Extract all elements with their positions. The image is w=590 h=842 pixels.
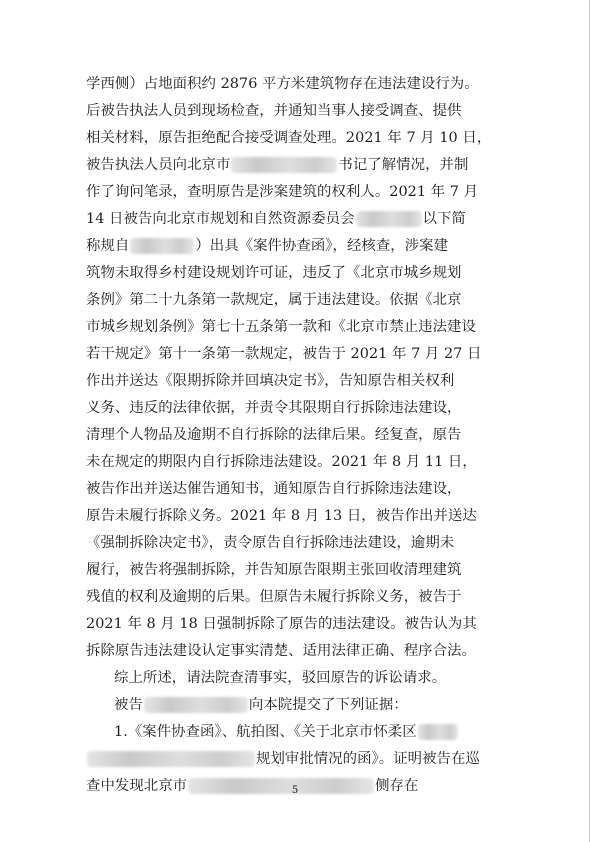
text-segment: 履行，被告将强制拆除，并告知原告限期主张回收清理建筑 — [86, 562, 462, 578]
text-segment: 作出并送达《限期拆除并回填决定书》，告知原告相关权利 — [86, 373, 455, 389]
text-line — [114, 693, 408, 717]
text-line — [86, 315, 476, 339]
text-segment: 称规自 — [86, 238, 130, 254]
text-line — [86, 234, 448, 258]
text-line — [86, 450, 477, 474]
text-line — [86, 342, 481, 366]
text-segment: 1.《案件协查函》、航拍图、《关于北京市怀柔区 — [114, 724, 417, 740]
text-line — [86, 558, 461, 582]
redacted-region — [231, 157, 337, 173]
text-segment: 规划审批情况的函》。证明被告在巡 — [256, 751, 480, 767]
text-line — [86, 396, 461, 420]
text-segment: 被告作出并送达催告通知书，通知原告自行拆除违法建设， — [86, 481, 462, 497]
text-segment: 2021 年 8 月 18 日强制拆除了原告的违法建设。被告认为其 — [86, 616, 477, 632]
text-line — [86, 261, 461, 285]
text-segment: 书记了解情况，并制 — [338, 157, 469, 173]
redacted-region — [356, 211, 422, 227]
text-line — [86, 72, 479, 96]
text-segment: 市城乡规划条例》第七十五条第一款和《北京市禁止违法建设 — [86, 319, 476, 335]
text-line — [86, 99, 461, 123]
text-line — [86, 747, 480, 771]
text-line — [114, 666, 446, 690]
text-line — [114, 720, 459, 744]
text-segment: ）出具《案件协查函》，经核查，涉案建 — [195, 238, 449, 254]
text-line — [86, 477, 461, 501]
text-segment: 残值的权利及逾期的后果。但原告未履行拆除义务，被告于 — [86, 589, 462, 605]
text-line — [86, 126, 491, 150]
text-line — [86, 612, 477, 636]
page-number: 5 — [291, 785, 299, 796]
text-segment: 原告未履行拆除义务。2021 年 8 月 13 日，被告作出并送达 — [86, 508, 477, 524]
text-line — [86, 531, 454, 555]
text-line — [86, 639, 476, 663]
text-segment: 查中发现北京市 — [86, 778, 188, 794]
text-segment: 拆除原告违法建设认定事实清楚、适用法律正确、程序合法。 — [86, 643, 476, 659]
text-line — [86, 180, 478, 204]
text-segment: 作了询问笔录，查明原告是涉案建筑的权利人。2021 年 7 月 — [86, 184, 479, 200]
redacted-region — [130, 238, 194, 254]
text-line — [86, 288, 461, 312]
text-segment: 被告 — [114, 697, 143, 713]
text-segment: 以下简 — [422, 211, 466, 227]
redacted-region — [87, 751, 255, 767]
text-segment: 《强制拆除决定书》，责令原告自行拆除违法建设，逾期未 — [86, 535, 455, 551]
text-segment: 被告执法人员向北京市 — [86, 157, 231, 173]
text-segment: 筑物未取得乡村建设规划许可证，违反了《北京市城乡规划 — [86, 265, 462, 281]
text-line — [86, 585, 461, 609]
text-segment: 14 日被告向北京市规划和自然资源委员会 — [86, 211, 355, 227]
text-segment: 侧存在 — [375, 778, 419, 794]
redacted-region — [144, 697, 248, 713]
redacted-region — [418, 724, 458, 740]
text-segment: 义务、违反的法律依据，并责令其限期自行拆除违法建设， — [86, 400, 462, 416]
text-line — [86, 207, 466, 231]
text-segment: 相关材料，原告拒绝配合接受调查处理。2021 年 7 月 10 日， — [86, 130, 492, 146]
text-segment: 向本院提交了下列证据： — [248, 697, 408, 713]
text-segment: 若干规定》第十一条第一款规定，被告于 2021 年 7 月 27 日 — [86, 346, 482, 362]
text-line — [86, 153, 468, 177]
text-segment: 综上所述，请法院查清事实，驳回原告的诉讼请求。 — [114, 670, 447, 686]
text-segment: 未在规定的期限内自行拆除违法建设。2021 年 8 月 11 日， — [86, 454, 477, 470]
text-segment: 后被告执法人员到现场检查，并通知当事人接受调查、提供 — [86, 103, 462, 119]
text-line — [86, 369, 454, 393]
text-segment: 学西侧）占地面积约 2876 平方米建筑物存在违法建设行为。 — [86, 76, 479, 92]
text-line — [86, 504, 477, 528]
text-line — [86, 423, 461, 447]
text-segment: 条例》第二十九条第一款规定，属于违法建设。依据《北京 — [86, 292, 462, 308]
text-segment: 清理个人物品及逾期不自行拆除的法律后果。经复查，原告 — [86, 427, 462, 443]
